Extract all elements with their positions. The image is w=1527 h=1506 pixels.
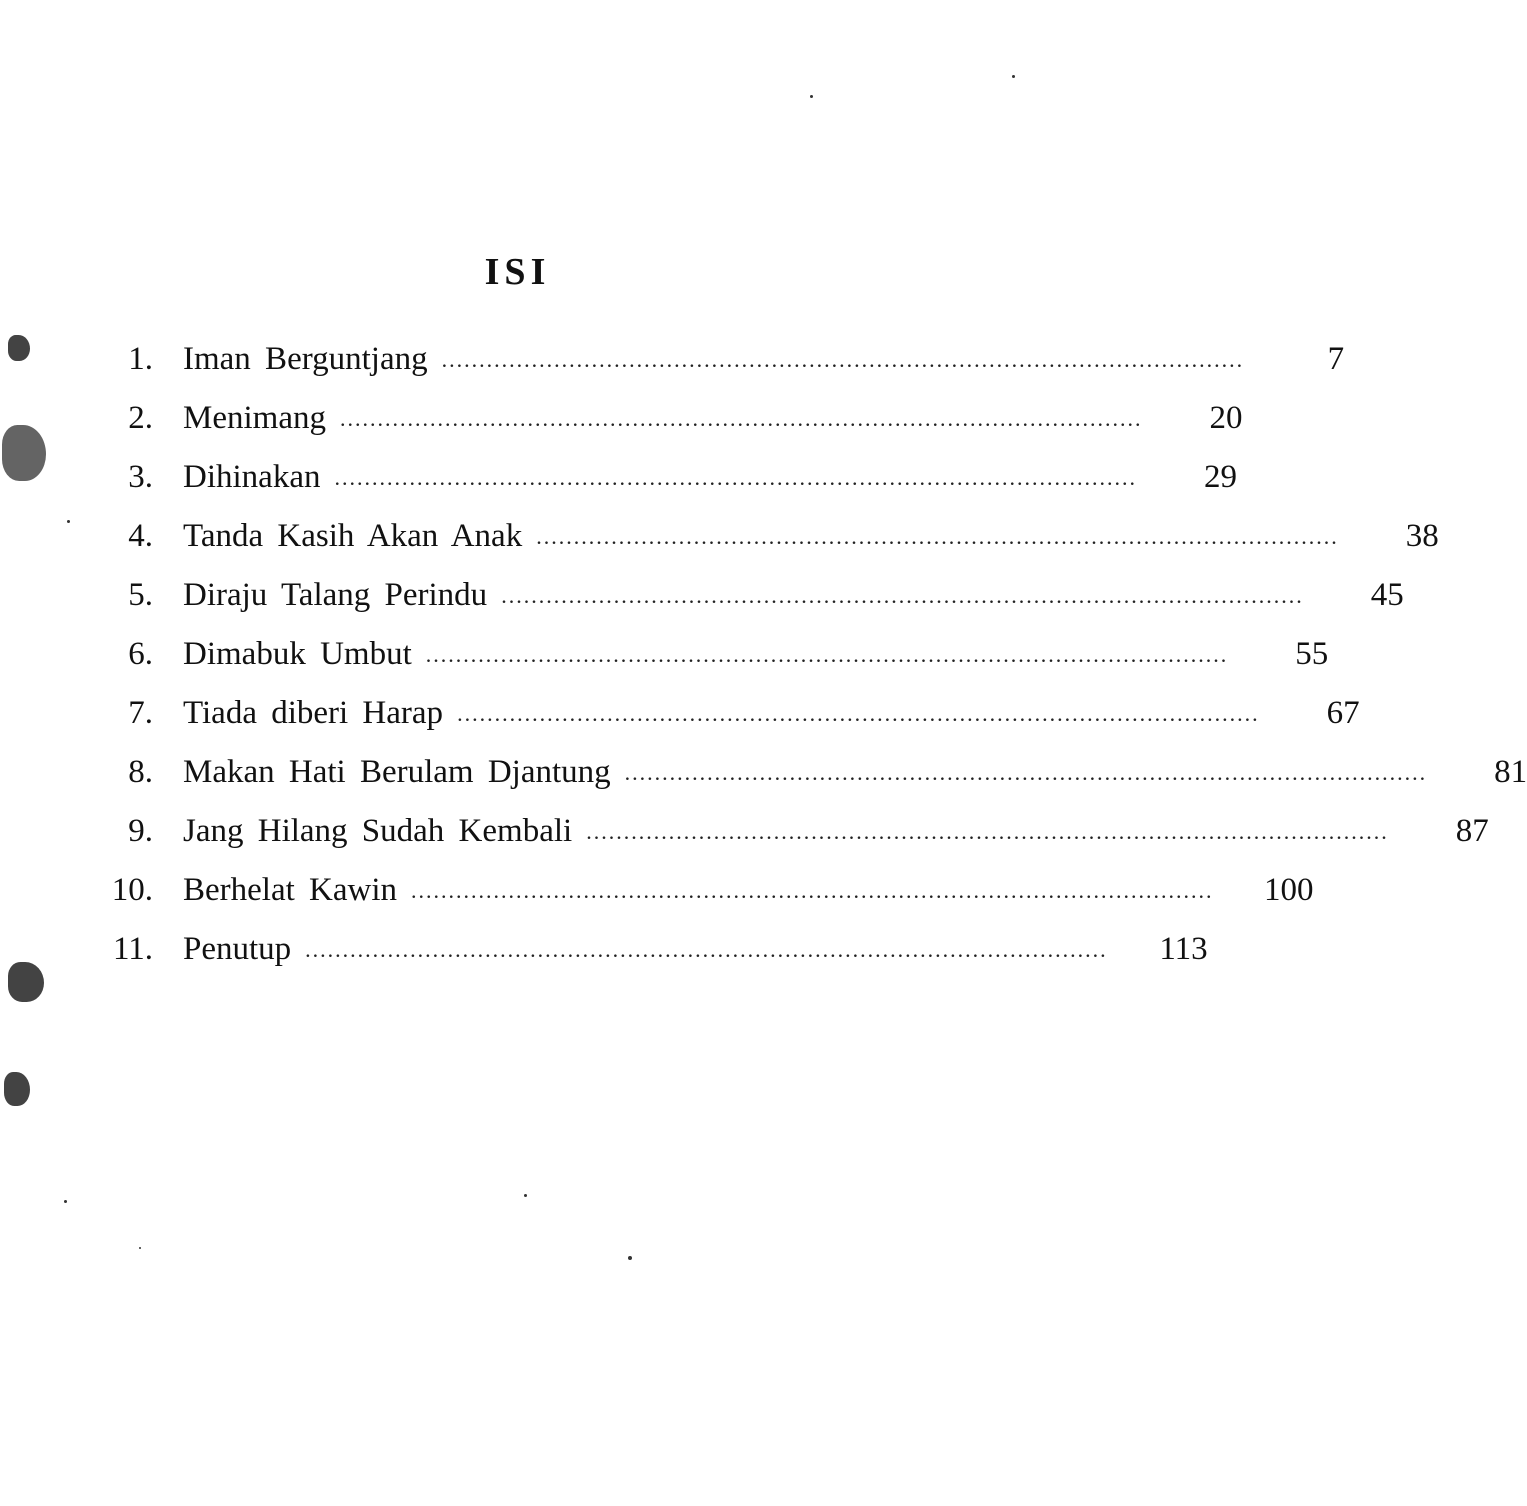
- dot-leader: ...........................................................................................................: [501, 583, 1304, 608]
- toc-entry-title: Berhelat Kawin: [183, 872, 398, 908]
- dot-leader: ...........................................................................................................: [441, 347, 1245, 372]
- dot-leader: ...........................................................................................................: [411, 878, 1214, 903]
- scan-speck: [1012, 75, 1015, 78]
- toc-entry: [100, 743, 1527, 802]
- toc-entry: [100, 684, 1360, 743]
- toc-entry-page: 100: [1264, 872, 1314, 908]
- toc-entry-number: 11.: [112, 931, 153, 967]
- toc-entry-page: 55: [1295, 636, 1329, 672]
- toc-entry-number: 3.: [128, 459, 153, 495]
- toc-entry-title: Iman Berguntjang: [183, 341, 428, 377]
- dot-leader: ...........................................................................................................: [425, 642, 1229, 667]
- toc-entry-title: Dihinakan: [183, 459, 321, 495]
- toc-entry-number: 2.: [128, 400, 153, 436]
- toc-entry: [100, 625, 1329, 684]
- toc-entry: [100, 802, 1489, 861]
- dot-leader: ...........................................................................................................: [536, 524, 1339, 549]
- scan-speck: [810, 95, 813, 98]
- dot-leader: ...........................................................................................................: [339, 406, 1143, 431]
- toc-entry-page: 113: [1159, 931, 1208, 967]
- toc-entry: [100, 448, 1237, 507]
- page-title: ISI: [484, 251, 551, 293]
- toc-entry-page: 20: [1209, 400, 1243, 436]
- dot-leader: ...........................................................................................................: [457, 701, 1260, 726]
- toc-entry: [100, 389, 1243, 448]
- toc-entry-page: 67: [1326, 695, 1360, 731]
- toc-entry-title: Tanda Kasih Akan Anak: [183, 518, 523, 554]
- dot-leader: ...........................................................................................................: [586, 819, 1389, 844]
- scan-speck: [139, 1247, 141, 1249]
- toc-entry-page: 38: [1405, 518, 1439, 554]
- toc-entry-page: 29: [1203, 459, 1237, 495]
- toc-entry-number: 5.: [128, 577, 153, 613]
- dot-leader: ...........................................................................................................: [624, 760, 1428, 785]
- scan-blot: [8, 335, 30, 361]
- toc-entry-title: Dimabuk Umbut: [183, 636, 412, 672]
- toc-entry-number: 6.: [128, 636, 153, 672]
- scan-blot: [8, 962, 44, 1002]
- toc-entry-number: 4.: [128, 518, 153, 554]
- toc-entry-title: Jang Hilang Sudah Kembali: [183, 813, 573, 849]
- scan-blot: [4, 1072, 30, 1106]
- toc-entry-number: 9.: [128, 813, 153, 849]
- toc-entry: [100, 330, 1345, 389]
- toc-entry-number: 10.: [111, 872, 153, 908]
- toc-entry-title: Menimang: [183, 400, 326, 436]
- toc-entry-title: Diraju Talang Perindu: [183, 577, 488, 613]
- toc-entry: [100, 861, 1314, 920]
- dot-leader: ...........................................................................................................: [305, 937, 1108, 962]
- toc-entry: [100, 566, 1404, 625]
- toc-entry: [100, 507, 1439, 566]
- table-of-contents: [100, 330, 1527, 979]
- toc-entry-page: 87: [1455, 813, 1489, 849]
- toc-entry-number: 7.: [128, 695, 153, 731]
- toc-entry-page: 7: [1327, 341, 1345, 377]
- dot-leader: ...........................................................................................................: [334, 465, 1137, 490]
- toc-entry-title: Makan Hati Berulam Djantung: [183, 754, 611, 790]
- toc-entry-number: 8.: [128, 754, 153, 790]
- toc-entry-page: 81: [1494, 754, 1527, 790]
- scan-speck: [628, 1256, 632, 1260]
- scan-blot: [2, 425, 46, 481]
- toc-entry-title: Tiada diberi Harap: [183, 695, 444, 731]
- toc-entry-page: 45: [1370, 577, 1404, 613]
- scan-speck: [67, 520, 70, 523]
- scan-speck: [524, 1194, 527, 1197]
- scan-speck: [64, 1200, 67, 1203]
- toc-entry-title: Penutup: [183, 931, 292, 967]
- toc-entry: [100, 920, 1208, 979]
- toc-entry-number: 1.: [128, 341, 153, 377]
